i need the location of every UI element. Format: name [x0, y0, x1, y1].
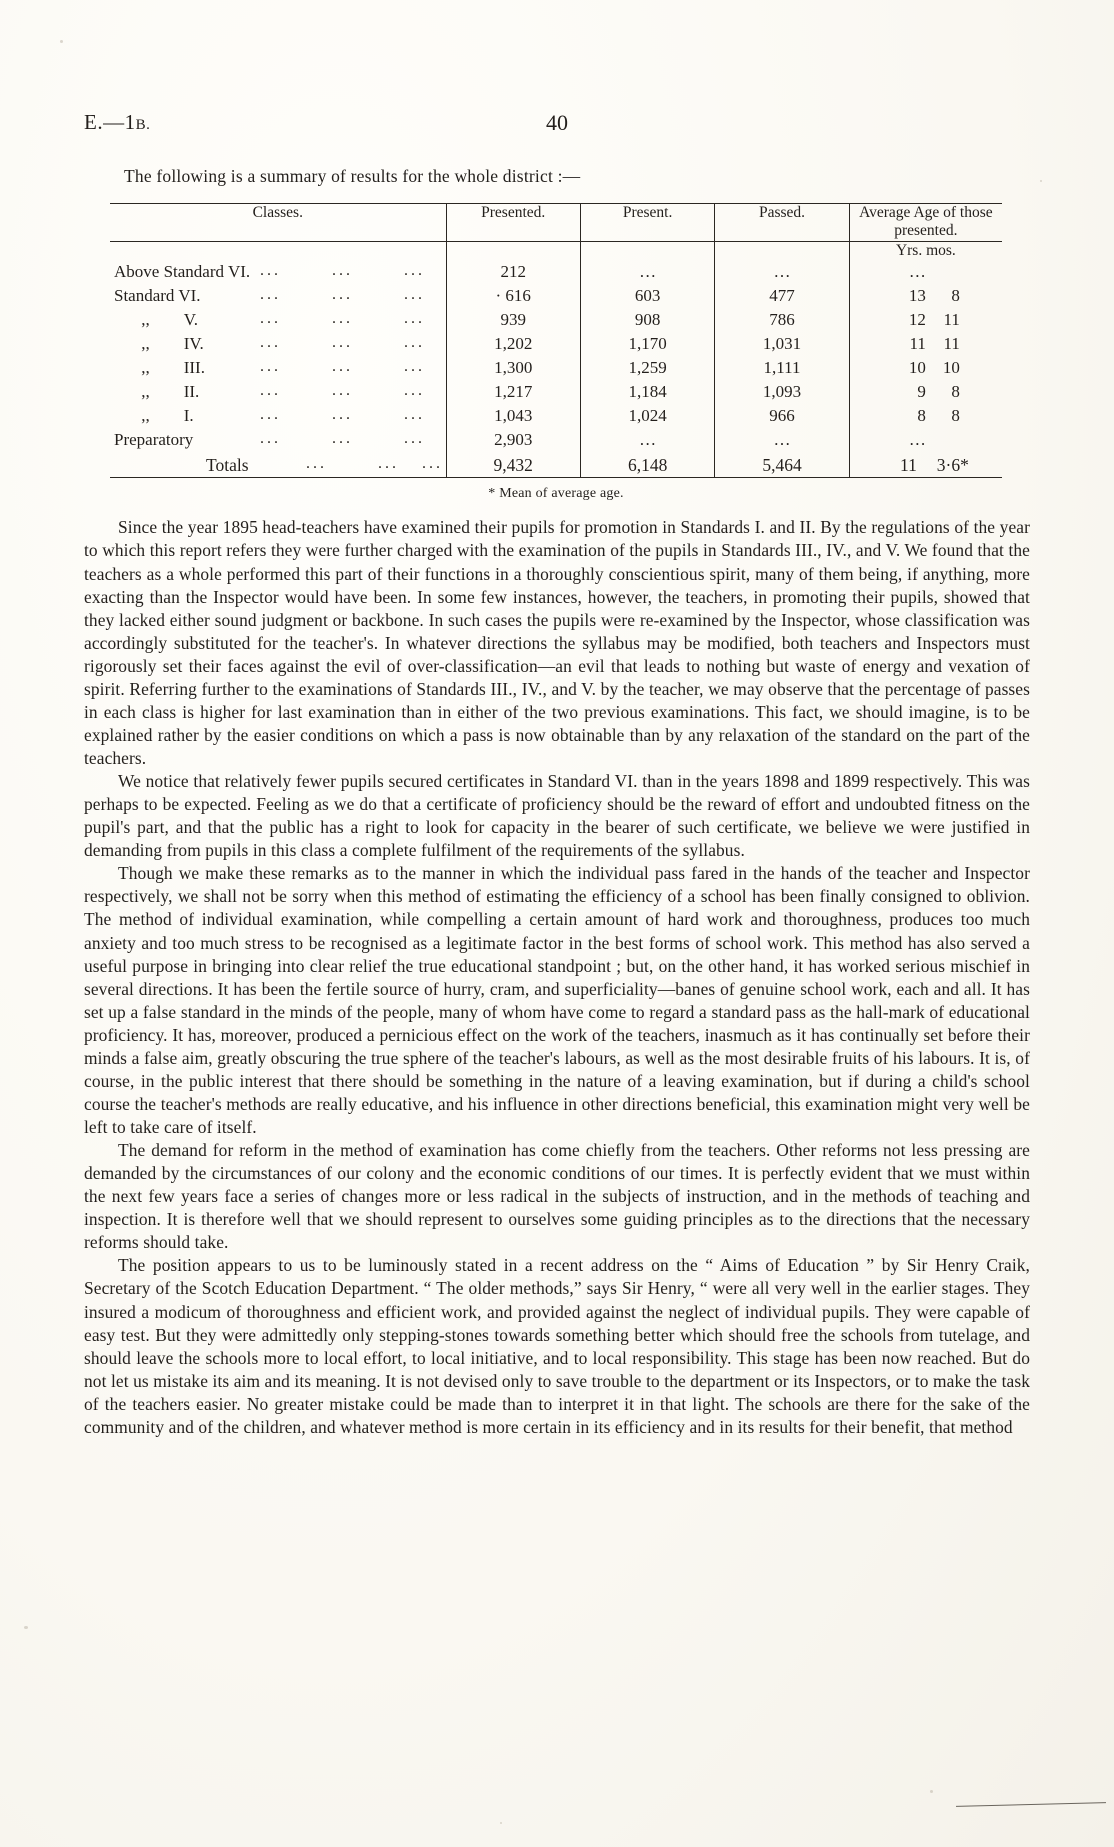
- row-present: …: [580, 260, 714, 284]
- row-presented: 2,903: [446, 428, 580, 452]
- table-intro-line: The following is a summary of results for the whole district :—: [124, 166, 581, 186]
- row-presented: 1,202: [446, 332, 580, 356]
- paragraph: We notice that relatively fewer pupils secured certificates in Standard VI. than in the years 1898 and 1899 respectively. This was perhaps to be expected. Feeling as we do that a certificate of proficiency should be the reward of effort and undoubted fitness on the pupil's part, and that the public has a right to look for capacity in the bearer of such certificate, we believe we were justified in demanding from pupils in this class a complete fulfilment of the requirements of the syllabus.: [84, 771, 1030, 861]
- row-presented: 1,300: [446, 356, 580, 380]
- row-average-age: 12 11: [849, 308, 1002, 332]
- document-code-sub: B.: [135, 117, 151, 133]
- row-class-label: ,, III. ... ... ...: [114, 358, 425, 378]
- row-present: 1,170: [580, 332, 714, 356]
- paragraph: The position appears to us to be luminously stated in a recent address on the “ Aims of Education ” by Sir Henry Craik, Secretary of the Scotch Education Department. “ The older methods,” says Sir Henry, “ were all very well in the earlier stages. They insured a modicum of thoroughness and efficient work, and provided against the neglect of individual pupils. They were capable of easy test. But they were admittedly only stepping-stones towards something better which should free the schools from tutelage, and should leave the schools more to local effort, to local initiative, and to local responsibility. This stage has been now reached. But do not let us mistake its aim and its meaning. It is not devised only to save trouble to the department or its Inspectors, or to make the task of the teachers easier. No greater mistake could be made than to interpret it in that light. The schools are there for the sake of the community and of the children, and whatever method is more certain in its efficiency and in its results for their benefit, that method: [84, 1255, 1030, 1437]
- row-passed: 786: [715, 308, 849, 332]
- row-presented: 212: [446, 260, 580, 284]
- row-average-age: …: [849, 428, 1002, 452]
- paragraph: Since the year 1895 head-teachers have examined their pupils for promotion in Standards I. and II. By the regulations of the year to which this report refers they were further charged with the examination of the pupils in Standards III., IV., and V. We found that the teachers as a whole performed this part of their functions in a thoroughly conscientious spirit, many of them being, if anything, more exacting than the Inspector would have been. In some few instances, however, the teachers, in promoting their pupils, showed that they lacked either sound judgment or backbone. In such cases the pupils were re-examined by the Inspector, whose classification was accordingly substituted for the teacher's. In whatever directions the syllabus may be modified, both teachers and Inspectors must rigorously set their faces against the evil of over-classification—an evil that leads to nothing but waste of energy and vexation of spirit. Referring further to the examinations of Standards III., IV., and V. by the teacher, we may observe that the percentage of passes in each class is higher for last examination than in either of the two previous examinations. This fact, we should imagine, is to be explained rather by the easier conditions on which a pass is now obtainable than by any relaxation of the standard on the part of the teachers.: [84, 517, 1030, 769]
- results-table-wrapper: [110, 203, 1002, 502]
- totals-label: Totals ... ... ...: [206, 454, 443, 475]
- table-row: [110, 332, 1002, 356]
- row-passed: …: [715, 260, 849, 284]
- row-class-label: ,, IV. ... ... ...: [114, 333, 425, 353]
- row-average-age: 8 8: [849, 404, 1002, 428]
- document-code: [84, 110, 150, 135]
- table-footnote: * Mean of average age.: [488, 486, 624, 502]
- row-present: 603: [580, 284, 714, 308]
- table-row: [110, 284, 1002, 308]
- row-passed: 1,031: [715, 332, 849, 356]
- row-presented: 1,217: [446, 380, 580, 404]
- table-row: [110, 260, 1002, 284]
- row-average-age: 10 10: [849, 356, 1002, 380]
- spacer-cell: [446, 242, 580, 260]
- table-row: [110, 380, 1002, 404]
- paragraph: Though we make these remarks as to the manner in which the individual pass fared in the hands of the teacher and Inspector respectively, we shall not be sorry when this method of estimating the efficiency of a school has been finally consigned to oblivion. The method of individual examination, while compelling a certain amount of hard work and thoroughness, produces too much anxiety and too much stress to be recognised as a legitimate factor in the best forms of school work. This method has also served a useful purpose in bringing into clear relief the true educational standpoint ; but, on the other hand, it has worked serious mischief in several directions. It has been the fertile source of hurry, cram, and superficiality—banes of genuine school work, each and all. It has set up a false standard in the minds of the people, many of whom have come to regard a standard pass as the hall-mark of educational proficiency. It has, moreover, produced a pernicious effect on the work of the teachers, inasmuch as it has continually set before their minds a false aim, greatly obscuring the true sphere of the teacher's labours, as well as the most desirable fruits of his labours. It is, of course, in the public interest that there should be something in the nature of a leaving examination, but if during a child's school course the teacher's methods are really educative, and his influence in other directions beneficial, this examination might very well be left to take care of itself.: [84, 863, 1030, 1138]
- col-header-average-age: Average Age of those presented.: [849, 204, 1002, 241]
- totals-passed: 5,464: [715, 453, 849, 478]
- col-header-presented: Presented.: [446, 204, 580, 241]
- page-header: [84, 110, 1030, 144]
- table-totals-row: [110, 453, 1002, 478]
- table-header-row: [110, 204, 1002, 241]
- age-unit-row: [110, 242, 1002, 260]
- spacer-cell: [715, 242, 849, 260]
- table-row: [110, 404, 1002, 428]
- totals-presented: 9,432: [446, 453, 580, 478]
- row-present: 1,184: [580, 380, 714, 404]
- row-passed: 1,111: [715, 356, 849, 380]
- col-header-passed: Passed.: [715, 204, 849, 241]
- age-unit-label: Yrs. mos.: [849, 242, 1002, 260]
- col-header-present: Present.: [580, 204, 714, 241]
- row-class-label: ,, V. ... ... ...: [114, 309, 425, 329]
- row-present: …: [580, 428, 714, 452]
- table-row: [110, 356, 1002, 380]
- spacer-cell: [110, 242, 446, 260]
- spacer-cell: [580, 242, 714, 260]
- row-present: 908: [580, 308, 714, 332]
- row-passed: 966: [715, 404, 849, 428]
- document-code-main: E.—1: [84, 110, 136, 134]
- prose-body: [84, 516, 1030, 1439]
- row-presented: · 616: [446, 284, 580, 308]
- row-class-label: Standard VI. ... ... ...: [114, 285, 425, 305]
- row-passed: 1,093: [715, 380, 849, 404]
- page-number: 40: [546, 110, 568, 135]
- col-header-classes: Classes.: [252, 204, 303, 221]
- row-class-label: Above Standard VI. ... ... ...: [114, 261, 425, 281]
- totals-average-age: 11 3·6*: [849, 453, 1002, 478]
- row-average-age: …: [849, 260, 1002, 284]
- row-present: 1,259: [580, 356, 714, 380]
- row-average-age: 11 11: [849, 332, 1002, 356]
- row-class-label: ,, I. ... ... ...: [114, 406, 425, 426]
- row-class-label: ,, II. ... ... ...: [114, 382, 425, 402]
- row-class-label: Preparatory ... ... ...: [114, 430, 425, 450]
- row-passed: …: [715, 428, 849, 452]
- table-bottom-rule: [110, 477, 1002, 478]
- totals-present: 6,148: [580, 453, 714, 478]
- row-average-age: 9 8: [849, 380, 1002, 404]
- table-row: [110, 428, 1002, 452]
- document-body: [84, 110, 1030, 1439]
- table-row: [110, 308, 1002, 332]
- results-table-body: [110, 242, 1002, 478]
- paragraph: The demand for reform in the method of examination has come chiefly from the teachers. Other reforms not less pressing are demanded by the circumstances of our colony and the economic conditions of our times. It is perfectly evident that we must within the next few years face a series of changes more or less radical in the subjects of instruction, and in the methods of teaching and inspection. It is therefore well that we should represent to ourselves some guiding principles as to the directions that the necessary reforms should take.: [84, 1140, 1030, 1253]
- row-presented: 1,043: [446, 404, 580, 428]
- results-table: [110, 204, 1002, 241]
- row-average-age: 13 8: [849, 284, 1002, 308]
- row-presented: 939: [446, 308, 580, 332]
- row-present: 1,024: [580, 404, 714, 428]
- row-passed: 477: [715, 284, 849, 308]
